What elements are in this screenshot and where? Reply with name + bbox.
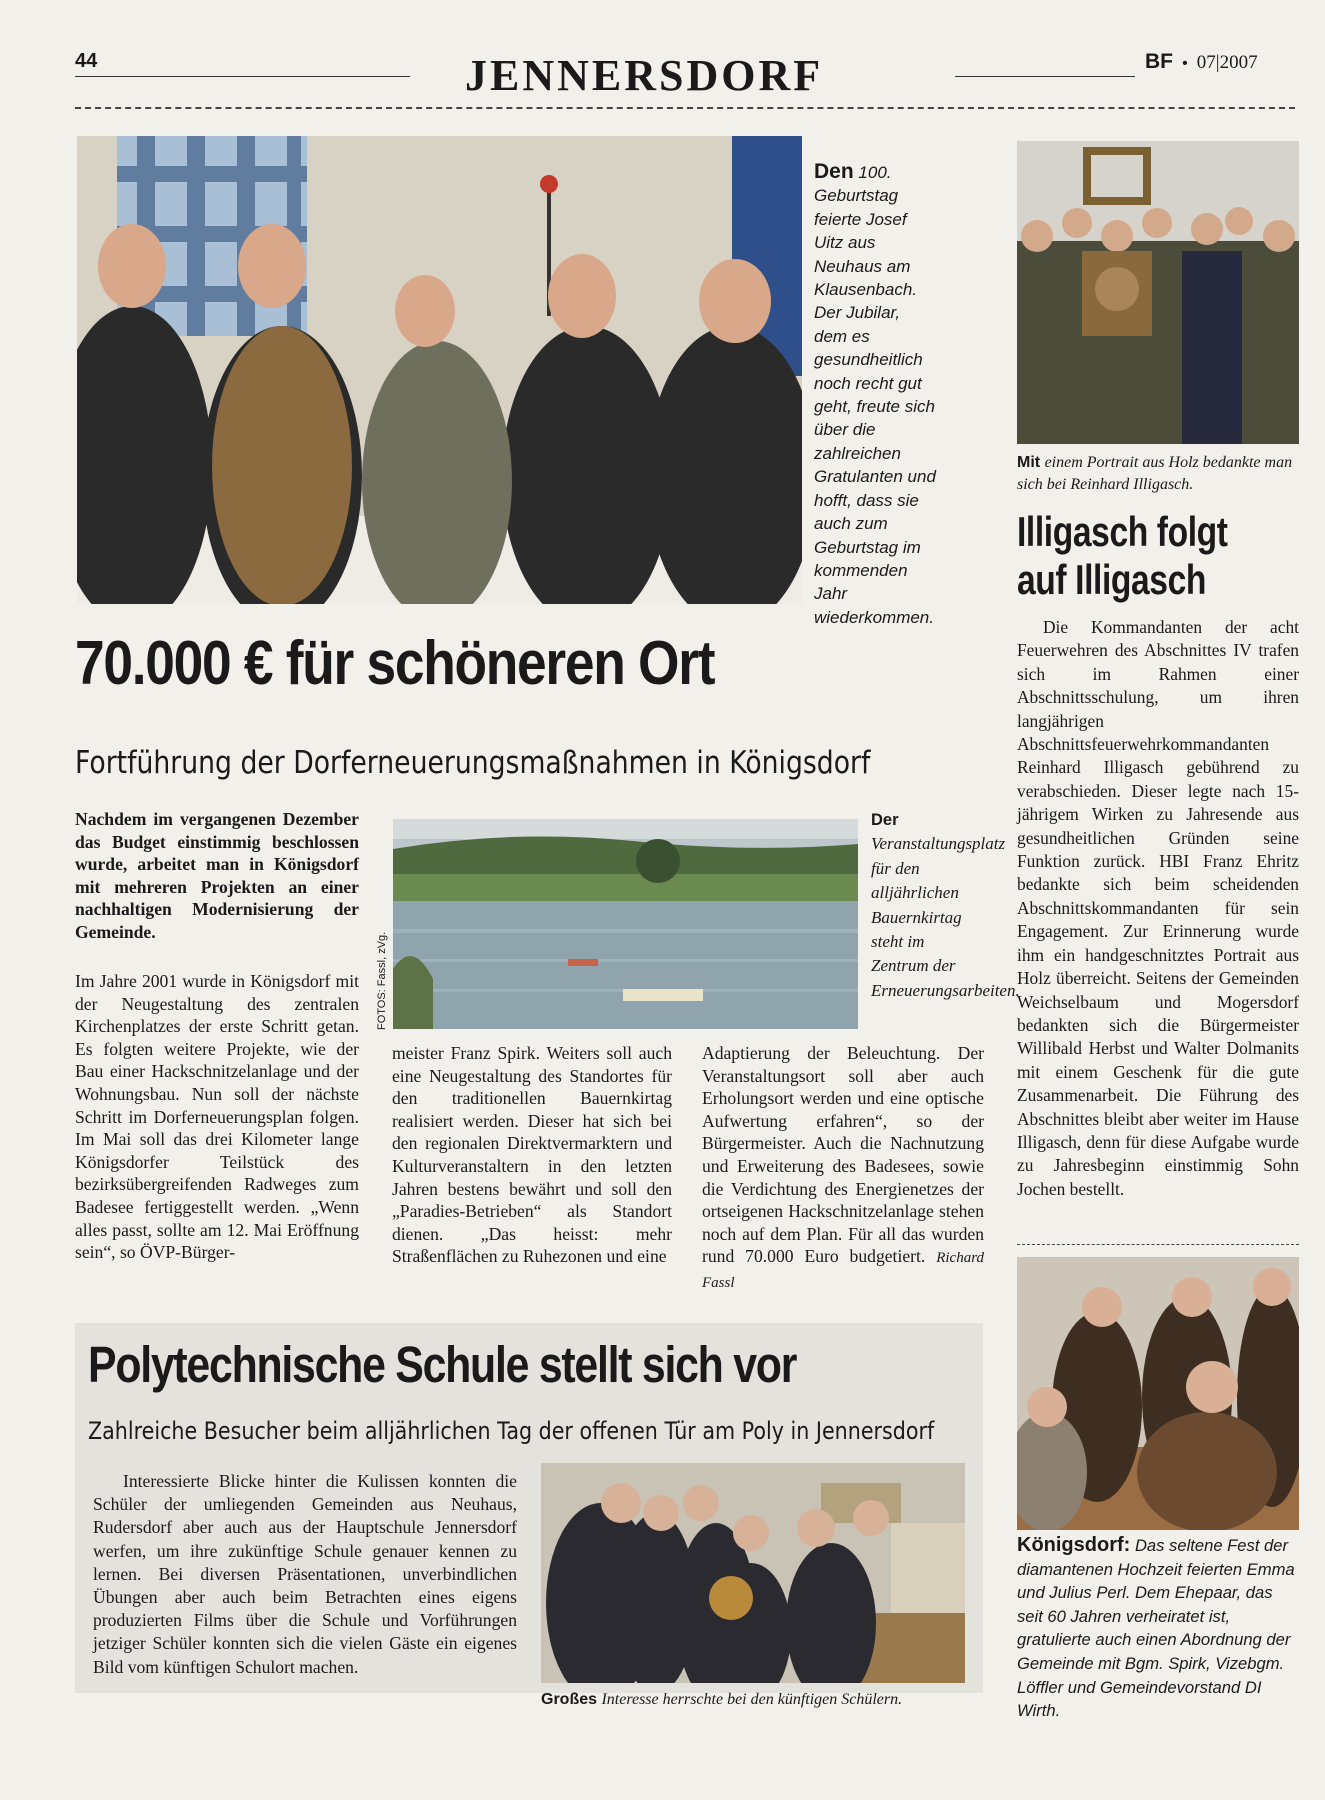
lake-caption-lead: Der (871, 811, 899, 829)
birthday-group-photo (77, 136, 802, 604)
masthead-rule-left (75, 76, 410, 77)
section-title: JENNERSDORF (465, 51, 824, 100)
main-body-col1: Im Jahre 2001 wurde in Königsdorf mit der Neugestaltung des zentralen Kirchenplatzes der erste Schritt getan. Es folgten weitere Projekte, wie der Bau einer Hackschnitzelanlage und der Wohnungsbau. Nun soll der nächste Schritt im Dorferneuerungsplan folgen. Im Mai soll das drei Kilometer lange Königsdorfer Teilstück des bezirksübergreifenden Radweges zum Badesee fertiggestellt werden. „Wenn alles passt, sollte am 12. Mai Eröffnung sein“, so ÖVP-Bürger- (75, 971, 359, 1263)
firefighters-caption-text: einem Portrait aus Holz bedankte man sich bei Reinhard Illigasch. (1017, 454, 1293, 493)
main-headline: 70.000 € für schöneren Ort (75, 629, 715, 698)
main-body-col3 (702, 1042, 984, 1295)
firefighters-photo (1017, 141, 1299, 444)
wedding-caption-text: Das seltene Fest der diamantenen Hochzeit feierten Emma und Julius Perl. Dem Ehepaar, das seit 60 Jahren verheiratet ist, gratulierte auch einen Abordnung der Gemeinde mit Bgm. Spirk, Vizebgm. Löffler und Gemeindevorstand DI Wirth. (1017, 1536, 1295, 1721)
school-headline: Polytechnische Schule stellt sich vor (88, 1336, 797, 1393)
main-body-col2: meister Franz Spirk. Weiters soll auch eine Neugestaltung des Standortes für den traditionellen Bauernkirtag realisiert werden. Dieser hat sich bei den regionalen Direktvermarktern und Kulturveranstaltern in den letzten Jahren bestens bewährt und soll den „Paradies-Betrieben“ als Standort dienen. „Das heisst: mehr Straßenflächen zu Ruhezonen und eine (392, 1043, 672, 1267)
main-subheadline: Fortführung der Dorferneuerungsmaßnahmen in Königsdorf (75, 745, 871, 781)
firefighters-photo-caption (1017, 452, 1299, 496)
school-body: Interessierte Blicke hinter die Kulissen konnten die Schüler der umliegenden Gemeinden aus Neuhaus, Rudersdorf aber auch aus der Hauptschule Jennersdorf werfen, um ihre zukünftige Schule genauer kennen zu lernen. Bei diversen Präsentationen, unverbindlichen Übungen aber auch beim Betrachten eines eigens produzierten Films über die Schule und Vorführungen jetziger Schüler konnten sich die vielen Gäste ein eigenes Bild vom künftigen Schulort machen. (93, 1471, 517, 1677)
page-number: 44 (75, 50, 98, 72)
main-body-col3-text: Adaptierung der Beleuchtung. Der Veranstaltungsort soll aber auch Erholungsort werden und eine optische Aufwertung erfahren“, so der Bürgermeister. Auch die Nachnutzung und Erweiterung des Badesees, sowie die Verdichtung des Energienetzes der ortseigenen Hackschnitzelanlage stehen noch auf dem Plan. Für all das wurden rund 70.000 Euro budgetiert. (702, 1043, 984, 1267)
caption-text: 100. Geburtstag feierte Josef Uitz aus Neuhaus am Klausenbach. Der Jubilar, dem es gesundheitlich noch recht gut geht, freute sich über die zahlreichen Gratulanten und hofft, dass sie auch zum Geburtstag im kommenden Jahr wiederkommen. (814, 163, 936, 627)
issue-label: 07|2007 (1196, 52, 1258, 73)
main-lead-paragraph: Nachdem im vergangenen Dezember das Budget einstimmig beschlossen wurde, arbeitet man in Königsdorf mit mehreren Projekten an einer nachhaltigen Modernisierung der Gemeinde. (75, 809, 359, 942)
photo-credit: FOTOS: Fassl, zVg. (376, 931, 388, 1030)
author-byline: Richard Fassl (702, 1250, 984, 1291)
birthday-photo-caption (814, 160, 936, 629)
school-caption-lead: Großes (541, 1691, 598, 1708)
lake-photo (393, 819, 858, 1029)
school-photo-caption (541, 1688, 971, 1711)
masthead-rule-right (955, 76, 1135, 77)
firefighters-caption-lead: Mit (1017, 454, 1041, 471)
school-caption-text: Interesse herrschte bei den künftigen Schülern. (601, 1691, 903, 1708)
caption-lead: Den (814, 160, 854, 183)
wedding-photo (1017, 1257, 1299, 1530)
side-dashed-divider (1017, 1244, 1299, 1245)
masthead-dashed-divider (75, 107, 1295, 109)
side-body: Die Kommandanten der acht Feuerwehren des Abschnittes IV trafen sich im Rahmen einer Abschnittsschulung, um ihren langjährigen Abschnittsfeuerwehrkommandanten Reinhard Illigasch gebührend zu verabschieden. Dieser legte nach 15-jährigem Wirken zu Jahresende aus gesundheitlichen Gründen seine Funktion zurück. HBI Franz Ehritz bedankte sich beim scheidenden Abschnittskommandanten für sein Engagement. Zur Erinnerung wurde ihm ein handgeschnitztes Portrait aus Holz überreicht. Seitens der Gemeinden Weichselbaum und Mogersdorf bedankten sich die Bürgermeister Willibald Herbst und Walter Dolmanits mit einem Geschenk für die gute Zusammenarbeit. Die Führung des Abschnittes bleibt aber weiter im Hause Illigasch, denn für diese Aufgabe wurde zu Jahresbeginn einstimmig Sohn Jochen bestellt. (1017, 617, 1299, 1199)
wedding-caption (1017, 1534, 1297, 1723)
side-headline (1017, 508, 1228, 604)
lake-photo-caption (871, 809, 1020, 1003)
bullet-icon: • (1182, 55, 1188, 72)
brand-label: BF (1145, 50, 1173, 73)
side-headline-line2: auf Illigasch (1017, 556, 1206, 603)
wedding-caption-lead: Königsdorf: (1017, 1534, 1131, 1556)
side-headline-line1: Illigasch folgt (1017, 508, 1228, 555)
brand-issue (1145, 50, 1258, 74)
lake-caption-text: Veranstaltungsplatz für den alljährlichen Bauernkirtag steht im Zentrum der Erneuerungsarbeiten. (871, 834, 1020, 1000)
school-photo (541, 1463, 965, 1683)
school-subheadline: Zahlreiche Besucher beim alljährlichen Tag der offenen Tür am Poly in Jennersdorf (88, 1417, 935, 1445)
